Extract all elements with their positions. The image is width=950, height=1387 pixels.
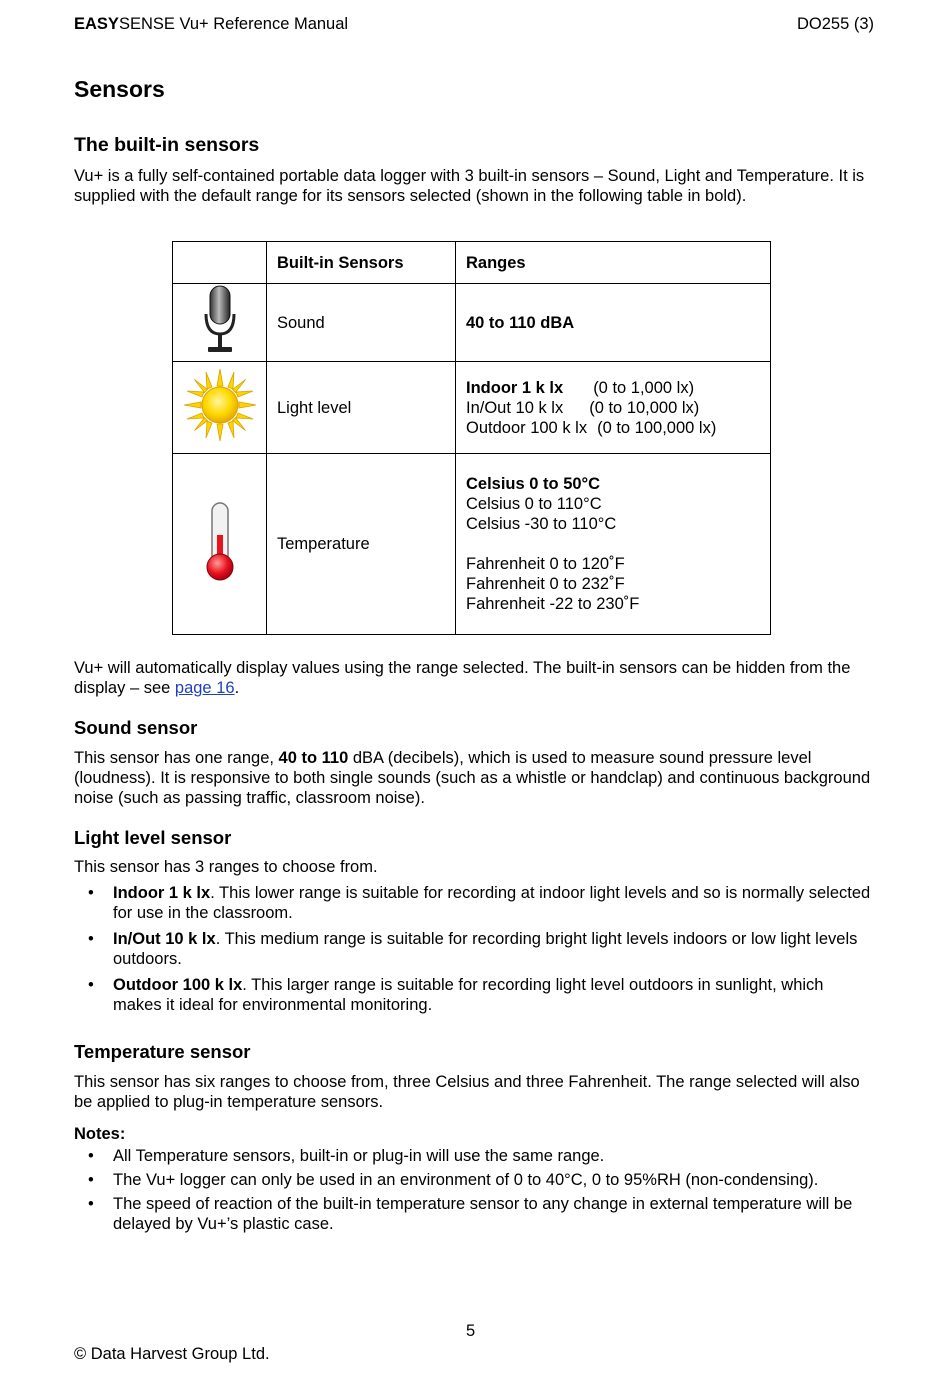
builtin-heading: The built-in sensors [74,134,260,156]
light-range-list [74,883,874,1021]
page-header [74,14,874,36]
light-sensor-heading: Light level sensor [74,827,232,848]
notes-list [74,1146,874,1238]
icon-header-cell [173,242,267,284]
list-item: • The speed of reaction of the built-in temperature sensor to any change in external temperature will be delayed by Vu+’s plastic case. [88,1195,853,1233]
builtin-intro: Vu+ is a fully self-contained portable data logger with 3 built-in sensors – Sound, Light and Temperature. It is supplied with the default range for its sensors selected (shown in the following table in bold). [74,167,865,205]
page-title: Sensors [74,76,165,102]
notes-label: Notes: [74,1125,126,1143]
copyright: © Data Harvest Group Ltd. [74,1345,270,1363]
list-item: • Indoor 1 k lx. This lower range is suitable for recording at indoor light levels and so is normally selected for use in the classroom. [88,884,871,922]
sensor-col-header: Built-in Sensors [267,242,456,284]
sun-icon [183,368,257,442]
sound-range: 40 to 110 dBA [456,284,771,362]
table-header-row [173,242,771,284]
manual-title: EASYSENSE Vu+ Reference Manual [74,15,349,33]
list-item: • All Temperature sensors, built-in or plug-in will use the same range. [88,1147,605,1165]
sensor-name-temperature: Temperature [267,454,456,635]
thermometer-icon [202,501,238,583]
light-sensor-intro: This sensor has 3 ranges to choose from. [74,858,378,876]
microphone-icon [200,284,240,356]
list-item: • Outdoor 100 k lx. This larger range is suitable for recording light level outdoors in sunlight, which makes it ideal for environmental monitoring. [88,976,824,1014]
table-row-light [173,362,771,454]
doc-code: DO255 (3) [796,15,874,33]
light-ranges: Indoor 1 k lx (0 to 1,000 lx) In/Out 10 k lx (0 to 10,000 lx) Outdoor 100 k lx (0 to 100,000 lx) [456,362,771,454]
sensor-table [172,241,771,635]
sound-sensor-heading: Sound sensor [74,717,198,738]
ranges-col-header: Ranges [456,242,771,284]
temp-sensor-heading: Temperature sensor [74,1041,251,1062]
list-item: • The Vu+ logger can only be used in an environment of 0 to 40°C, 0 to 95%RH (non-condensing). [88,1171,819,1189]
temp-sensor-intro: This sensor has six ranges to choose from, three Celsius and three Fahrenheit. The range selected will also be applied to plug-in temperature sensors. [74,1073,860,1111]
table-row-sound [173,284,771,362]
sensor-name-sound: Sound [267,284,456,362]
temperature-ranges: Celsius 0 to 50°C Celsius 0 to 110°C Celsius -30 to 110°C Fahrenheit 0 to 120˚F Fahrenheit 0 to 232˚F Fahrenheit -22 to 230˚F [456,454,771,635]
page-number: 5 [466,1322,476,1340]
sound-sensor-text: This sensor has one range, 40 to 110 dBA (decibels), which is used to measure sound pressure level (loudness). It is responsive to both single sounds (such as a whistle or handclap) and continuous background noise (such as passing traffic, classroom noise). [74,749,871,807]
sensor-name-light: Light level [267,362,456,454]
table-row-temperature [173,454,771,635]
builtin-after-text: Vu+ will automatically display values using the range selected. The built-in sensors can be hidden from the display – see page 16. [74,659,851,697]
page-16-link[interactable]: page 16 [174,679,235,697]
list-item: • In/Out 10 k lx. This medium range is suitable for recording bright light levels indoors or low light levels outdoors. [88,930,858,968]
